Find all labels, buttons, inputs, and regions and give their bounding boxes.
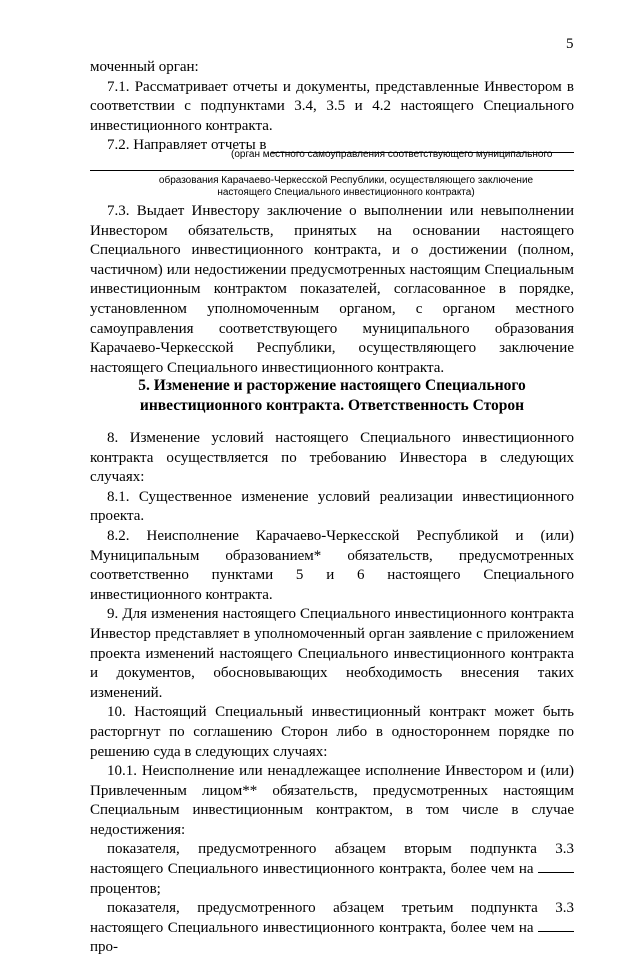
- indicator-b-text: показателя, предусмотренного абзацем третьим подпункта 3.3 настоящего Специального инвестиционного контракта, более чем на: [90, 900, 574, 936]
- paragraph-7-1: 7.1. Рассматривает отчеты и документы, представленные Инвестором в соответствии с подпунктами 3.4, 3.5 и 4.2 настоящего Специального инвестиционного контракта.: [90, 78, 574, 134]
- caption-line-1: (орган местного самоуправления соответствующего муниципального: [231, 149, 553, 160]
- text-block-7-3: [90, 202, 574, 378]
- paragraph-continuation: моченный орган:: [90, 59, 199, 75]
- paragraph-10: 10. Настоящий Специальный инвестиционный контракт может быть расторгнут по соглашению Сторон либо в одностороннем порядке по решению суда в следующих случаях:: [90, 704, 574, 760]
- indicator-a-tail: процентов;: [90, 880, 161, 897]
- caption-line-2: образования Карачаево-Черкесской Республики, осуществляющего заключение: [158, 175, 534, 186]
- section-heading-line-2: инвестиционного контракта. Ответственность Сторон: [139, 397, 525, 414]
- paragraph-10-1: 10.1. Неисполнение или ненадлежащее исполнение Инвестором и (или) Привлеченным лицом** обязательств, предусмотренных настоящим Специальным инвестиционным контрактом, в том числе в случае недостижения:: [90, 763, 574, 838]
- paragraph-7-2-text: 7.2. Направляет отчеты в: [107, 137, 267, 154]
- blank-line-b: [538, 930, 574, 932]
- paragraph-indicator-a: [90, 840, 574, 899]
- paragraph-indicator-b: [90, 899, 574, 958]
- section-heading: [90, 376, 574, 416]
- text-block-bottom: [90, 429, 574, 958]
- blank-line-a: [538, 871, 574, 873]
- paragraph-8-2: 8.2. Неисполнение Карачаево-Черкесской Республикой и (или) Муниципальным образованием* обязательств, предусмотренных соответственно пунктами 5 и 6 настоящего Специального инвестиционного контракта.: [90, 527, 574, 603]
- paragraph-7-3: 7.3. Выдает Инвестору заключение о выполнении или невыполнении Инвестором обязательств, принятых на основании настоящего Специального инвестиционного контракта, и о достижении (полном, частичном) или недостижении предусмотренных настоящим Специальным инвестиционным контрактом показателей, согласованное в порядке, установленном уполномоченным органом, с органом местного самоуправления соответствующего муниципального образования Карачаево-Черкесской Республики, осуществляющего заключение настоящего Специального инвестиционного контракта.: [90, 203, 574, 376]
- text-block-top: [90, 58, 574, 156]
- paragraph-9: 9. Для изменения настоящего Специального инвестиционного контракта Инвестор представляет в уполномоченный орган заявление с приложением проекта изменений настоящего Специального инвестиционного контракта и документов, обосновывающих необходимость внесения таких изменений.: [90, 606, 574, 701]
- blank-line-full: [90, 170, 574, 171]
- caption-line-3: настоящего Специального инвестиционного контракта): [217, 187, 475, 198]
- paragraph-8-1: 8.1. Существенное изменение условий реализации инвестиционного проекта.: [90, 488, 574, 525]
- indicator-a-text: показателя, предусмотренного абзацем вторым подпункта 3.3 настоящего Специального инвестиционного контракта, более чем на: [90, 841, 574, 878]
- section-heading-line-1: 5. Изменение и расторжение настоящего Специального: [138, 377, 526, 394]
- paragraph-8: 8. Изменение условий настоящего Специального инвестиционного контракта осуществляется по требованию Инвестора в следующих случаях:: [90, 430, 574, 486]
- page-number: 5: [566, 36, 574, 52]
- indicator-b-tail: про-: [90, 939, 119, 956]
